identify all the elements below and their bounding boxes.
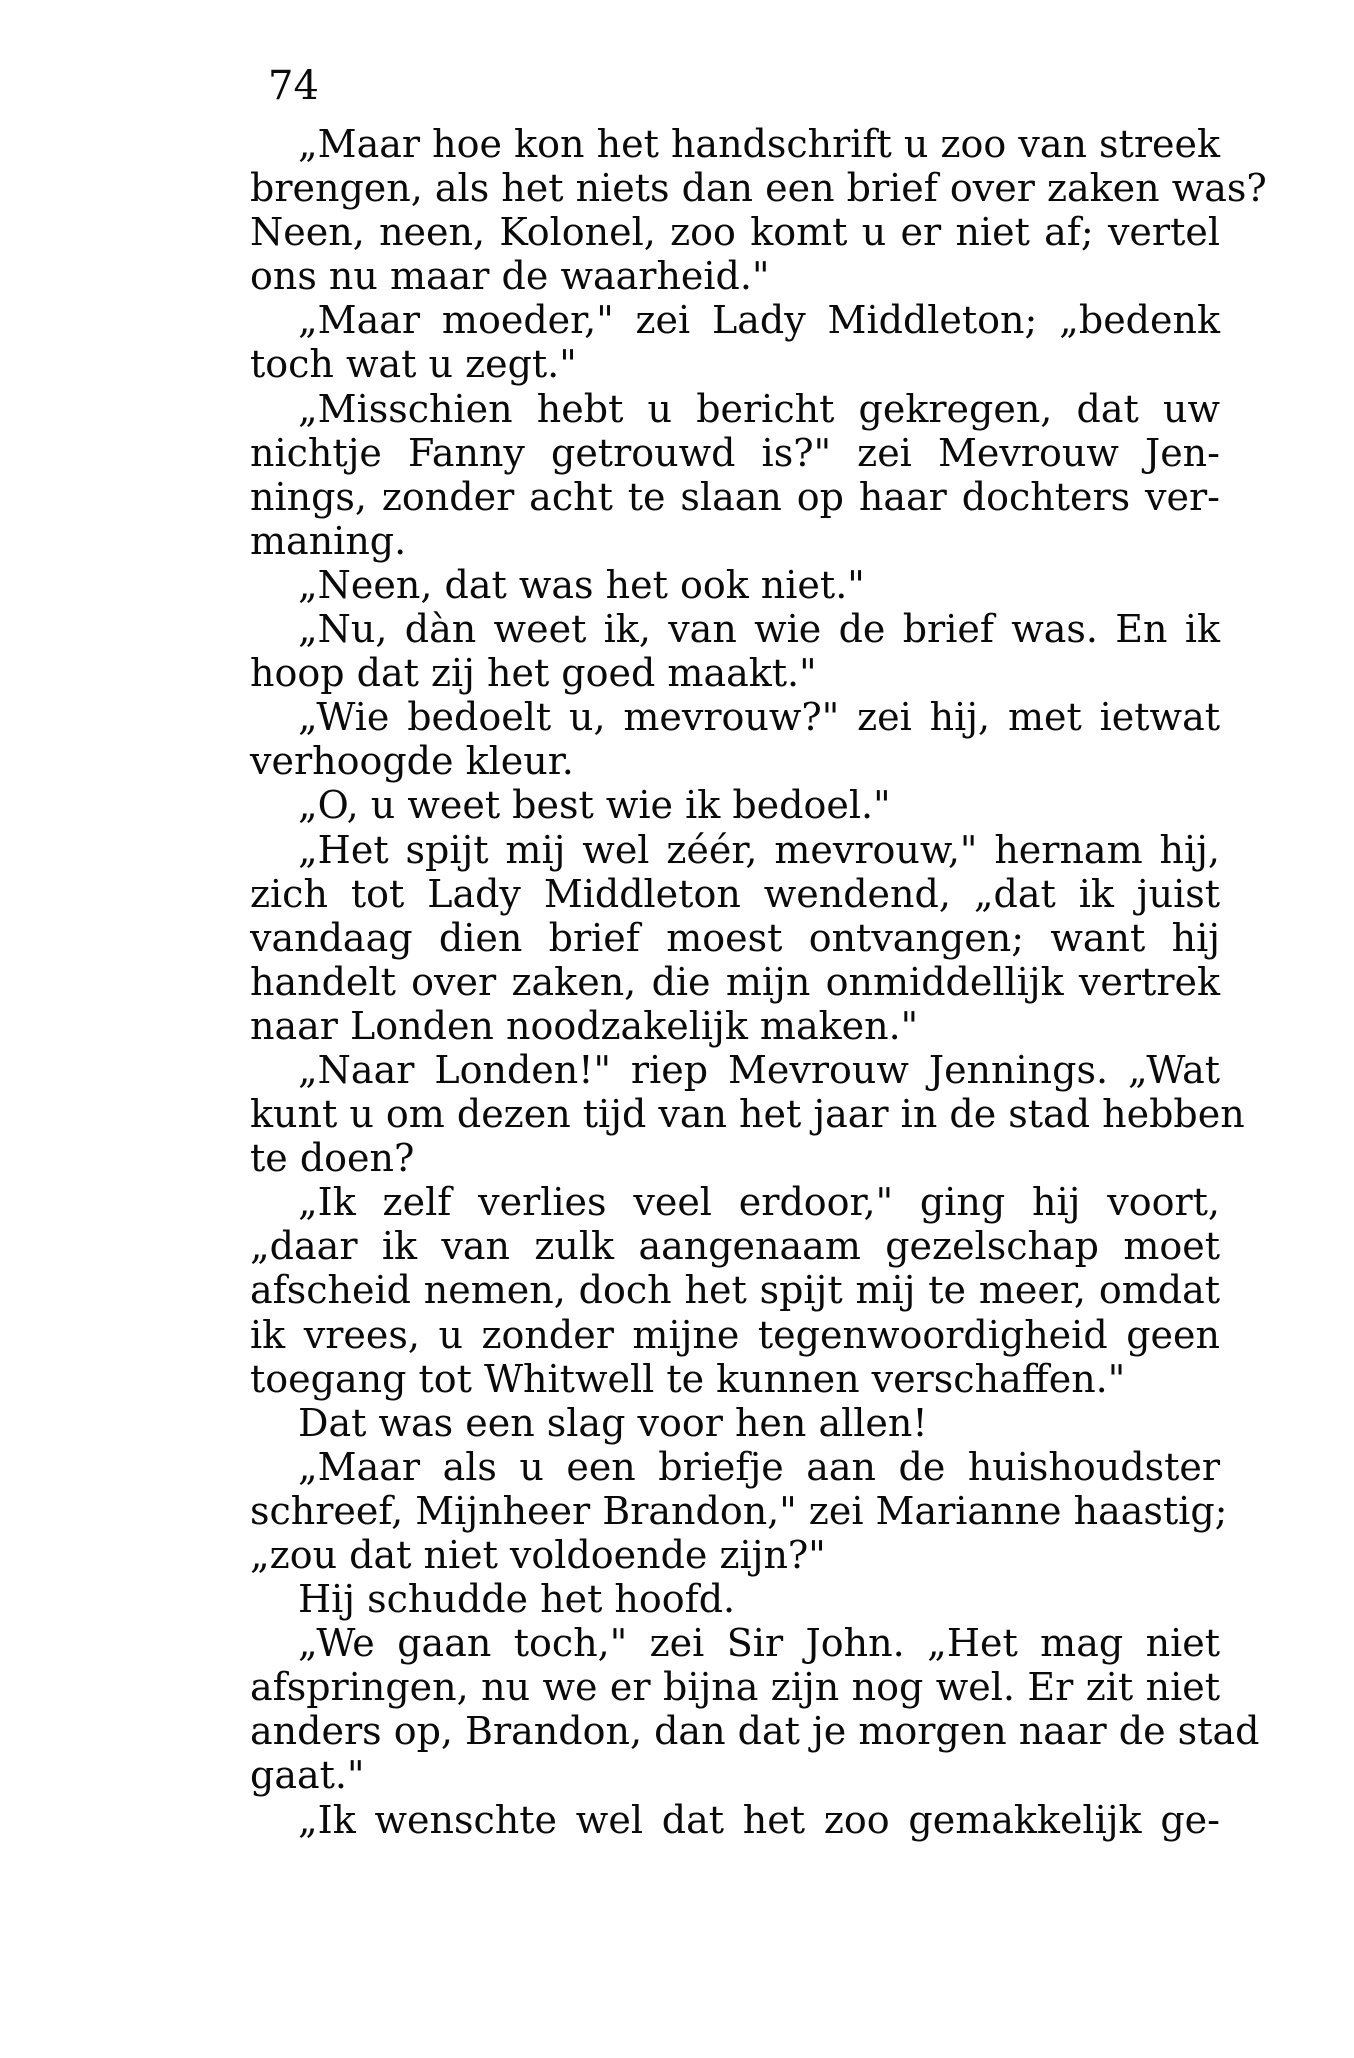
text-line: naar Londen noodzakelijk maken.": [250, 1003, 919, 1048]
paragraph: [250, 695, 1220, 783]
text-line: afscheid nemen, doch het spijt mij te meer, omdat: [250, 1268, 1220, 1313]
paragraph: [250, 1798, 1220, 1842]
text-line: „Misschien hebt u bericht gekregen, dat uw: [298, 386, 1220, 431]
text-line: Neen, neen, Kolonel, zoo komt u er niet af; vertel: [250, 210, 1220, 255]
text-line: hoop dat zij het goed maakt.": [250, 651, 817, 696]
text-line: toch wat u zegt.": [250, 342, 577, 387]
text-line: te doen?: [250, 1136, 415, 1181]
text-line: „Maar moeder," zei Lady Middleton; „bedenk: [298, 298, 1220, 343]
paragraph: [250, 1047, 1245, 1181]
body-text: [250, 122, 1267, 1842]
text-line: Dat was een slag voor hen allen!: [298, 1400, 928, 1445]
text-line: verhoogde kleur.: [250, 739, 574, 784]
text-line: afspringen, nu we er bijna zijn nog wel. Er zit niet: [250, 1665, 1220, 1710]
text-line: vandaag dien brief moest ontvangen; want hij: [250, 915, 1220, 960]
text-line: „Neen, dat was het ook niet.": [298, 562, 865, 607]
paragraph: [250, 1577, 1220, 1621]
text-line: „zou dat niet voldoende zijn?": [250, 1533, 826, 1577]
text-line: maning.: [250, 518, 407, 563]
text-line: zich tot Lady Middleton wendend, „dat ik juist: [250, 871, 1220, 916]
paragraph: [250, 1444, 1228, 1577]
text-line: ons nu maar de waarheid.": [250, 254, 770, 299]
text-line: „Ik zelf verlies veel erdoor," ging hij voort,: [298, 1180, 1220, 1225]
text-line: handelt over zaken, die mijn onmiddellijk vertrek: [250, 959, 1220, 1004]
paragraph: [250, 607, 1220, 695]
paragraph: [250, 1621, 1260, 1798]
text-line: gaat.": [250, 1753, 365, 1798]
paragraph: [250, 298, 1220, 386]
text-line: toegang tot Whitwell te kunnen verschaffen.": [250, 1356, 1126, 1401]
text-line: „O, u weet best wie ik bedoel.": [298, 783, 891, 828]
text-line: „Maar hoe kon het handschrift u zoo van streek: [298, 122, 1220, 166]
text-line: anders op, Brandon, dan dat je morgen naar de stad: [250, 1709, 1260, 1754]
text-line: „Naar Londen!" riep Mevrouw Jennings. „Wat: [298, 1047, 1220, 1092]
paragraph: [250, 828, 1220, 1048]
text-line: Hij schudde het hoofd.: [298, 1577, 736, 1622]
paragraph: [250, 783, 1220, 827]
paragraph: [250, 563, 1220, 607]
paragraph: [250, 122, 1267, 299]
text-line: schreef, Mijnheer Brandon," zei Marianne haastig;: [250, 1488, 1228, 1533]
text-line: nichtje Fanny getrouwd is?" zei Mevrouw Jen-: [250, 430, 1220, 475]
text-line: „We gaan toch," zei Sir John. „Het mag niet: [298, 1621, 1220, 1666]
paragraph: [250, 387, 1220, 563]
text-line: „daar ik van zulk aangenaam gezelschap moet: [250, 1224, 1220, 1269]
page-number: 74: [268, 63, 319, 109]
text-line: „Het spijt mij wel zéér, mevrouw," hernam hij,: [298, 827, 1220, 872]
text-line: „Ik wenschte wel dat het zoo gemakkelijk ge-: [298, 1797, 1220, 1842]
paragraph: [250, 1180, 1220, 1400]
text-line: „Nu, dàn weet ik, van wie de brief was. En ik: [298, 607, 1220, 652]
text-line: ik vrees, u zonder mijne tegenwoordigheid geen: [250, 1312, 1220, 1357]
text-line: „Wie bedoelt u, mevrouw?" zei hij, met ietwat: [298, 695, 1220, 740]
paragraph: [250, 1401, 1220, 1445]
text-line: nings, zonder acht te slaan op haar dochters ver-: [250, 474, 1220, 519]
text-line: kunt u om dezen tijd van het jaar in de stad hebben: [250, 1092, 1245, 1137]
text-line: „Maar als u een briefje aan de huishoudster: [298, 1444, 1220, 1489]
text-line: brengen, als het niets dan een brief over zaken was?: [250, 166, 1267, 211]
